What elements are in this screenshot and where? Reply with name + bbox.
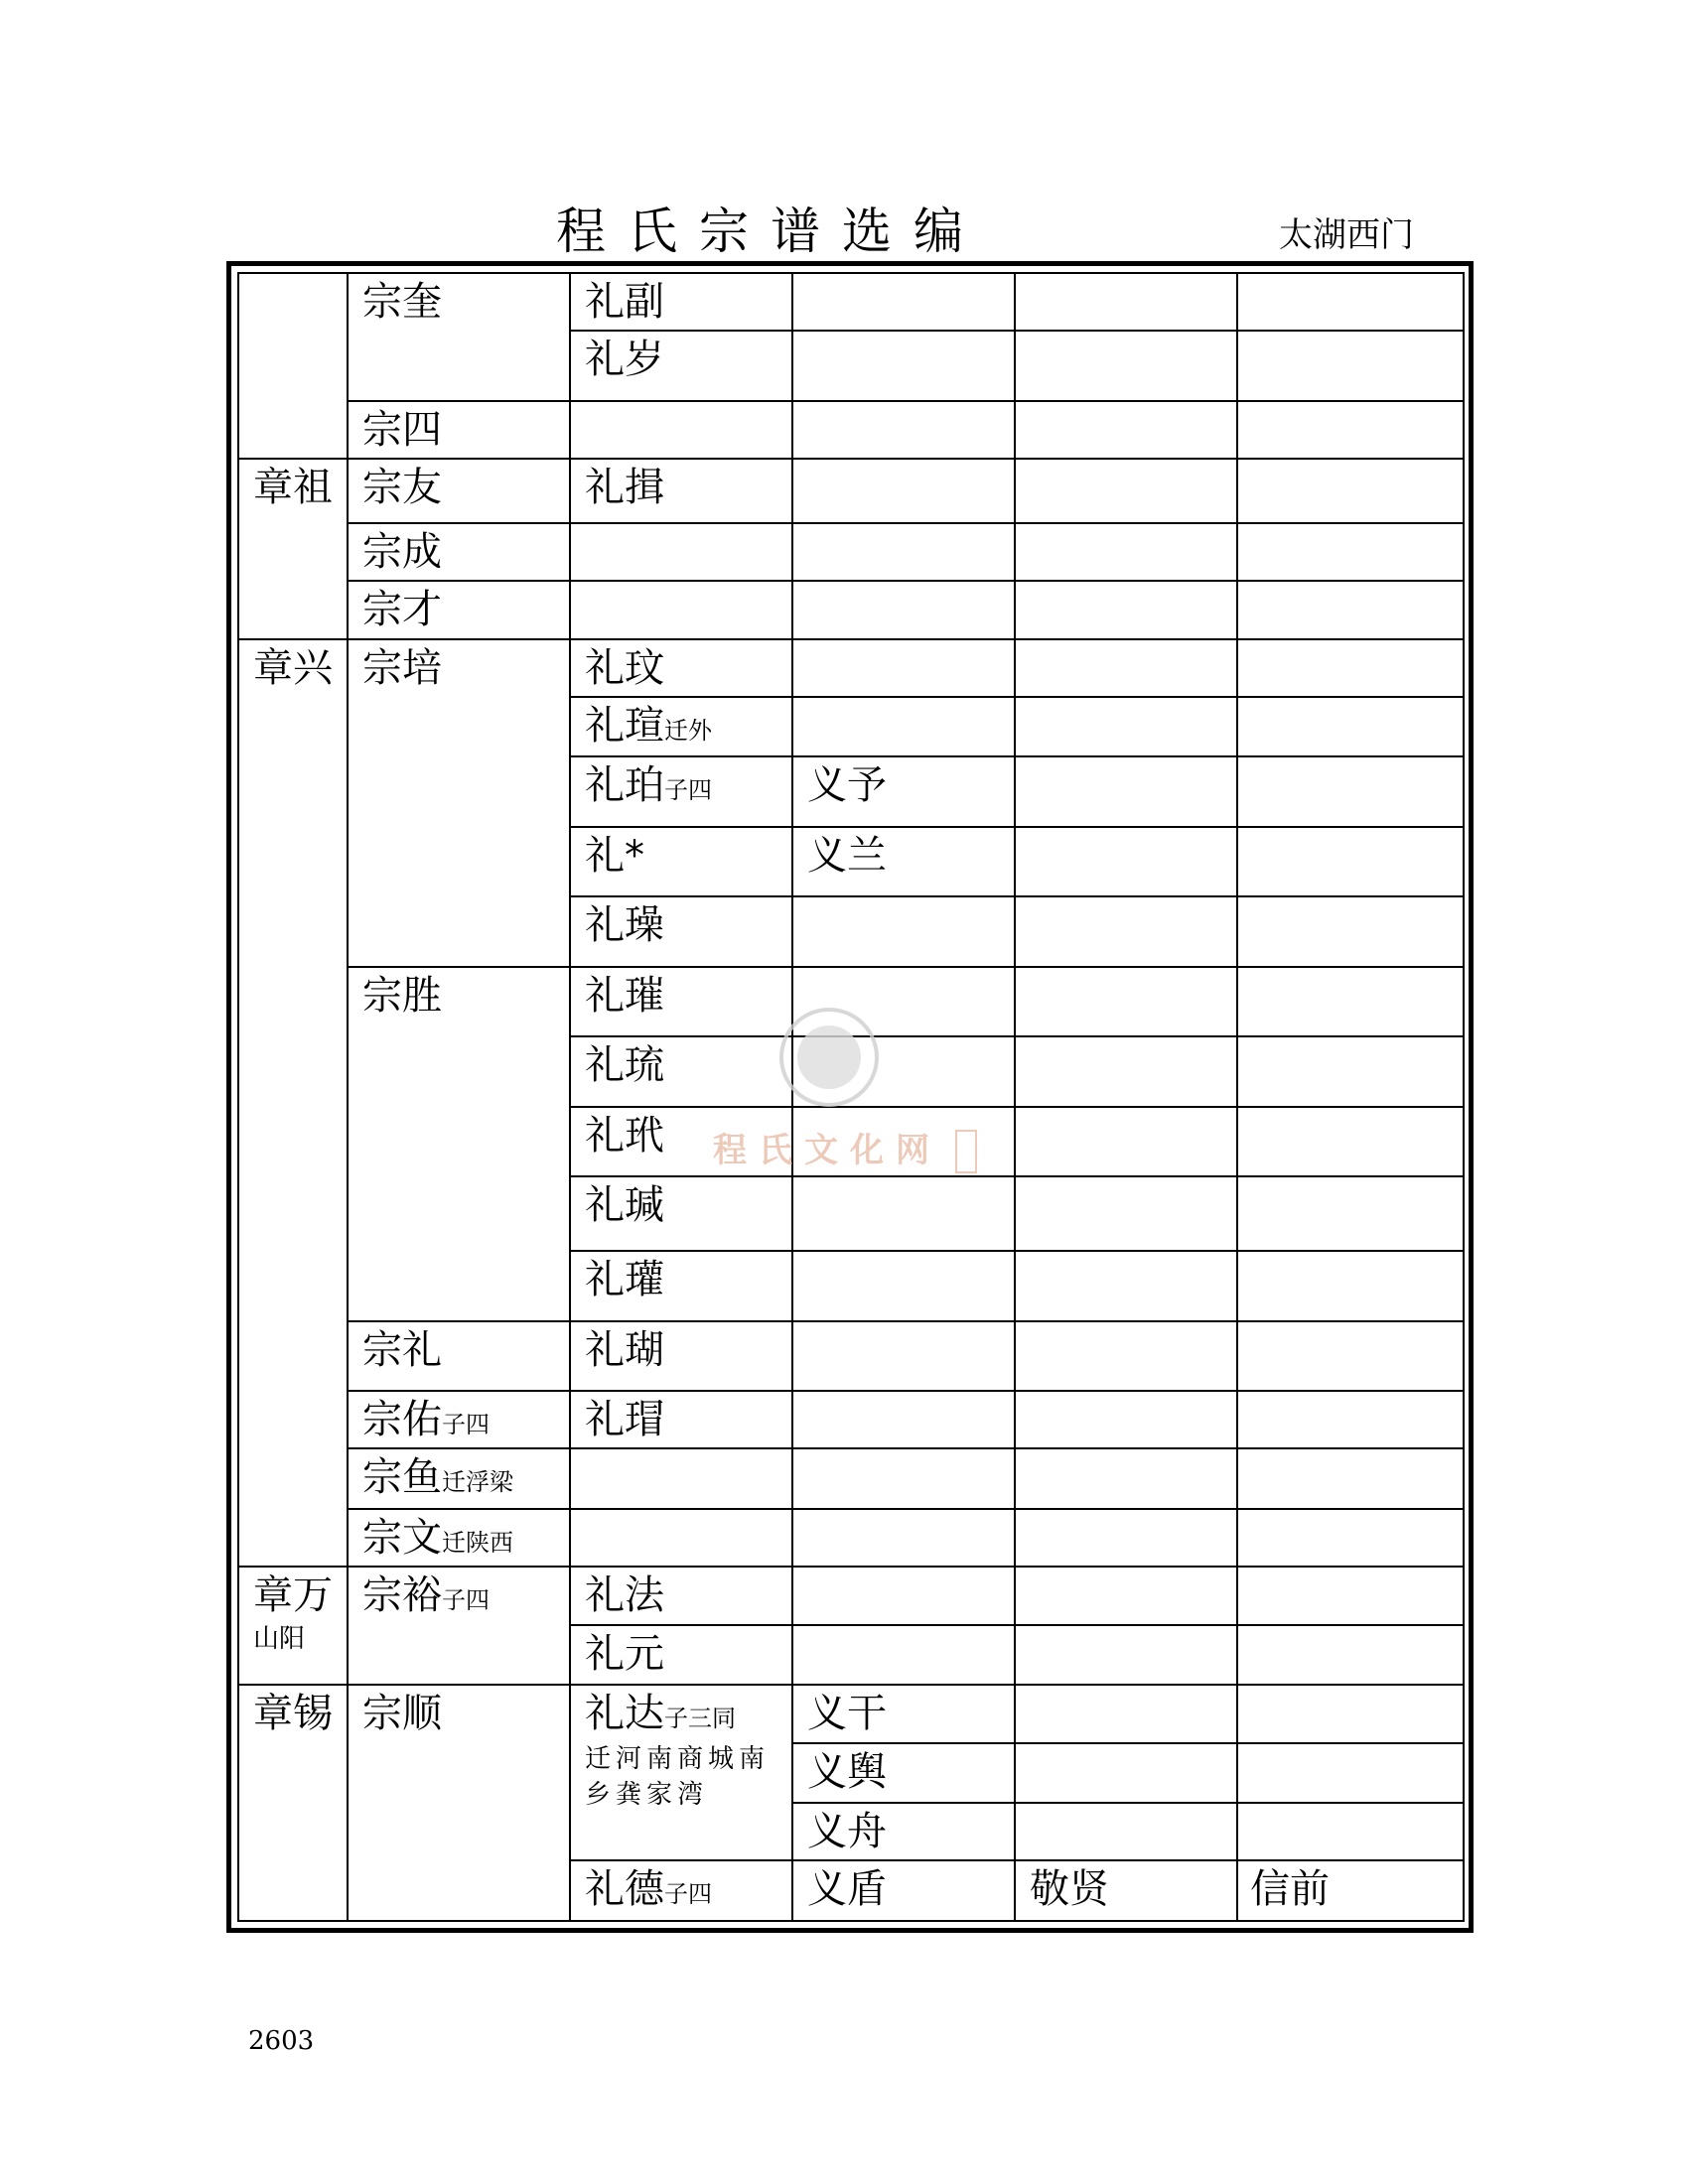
li-name: 礼岁 xyxy=(585,337,664,383)
yi-name: 义予 xyxy=(807,762,887,809)
yi-cell xyxy=(792,1860,1015,1921)
yi-cell xyxy=(792,756,1015,827)
table-row xyxy=(238,1685,1464,1742)
table-row xyxy=(238,459,1464,522)
jing-cell xyxy=(1015,1803,1237,1860)
xin-cell xyxy=(1237,1860,1464,1921)
zong-cell xyxy=(348,1567,570,1685)
jing-cell xyxy=(1015,1448,1237,1508)
jing-cell xyxy=(1015,1509,1237,1567)
yi-name: 义舆 xyxy=(807,1748,887,1795)
jing-cell xyxy=(1015,1036,1237,1107)
jing-cell xyxy=(1015,401,1237,459)
jing-cell xyxy=(1015,827,1237,897)
jing-cell xyxy=(1015,581,1237,638)
xin-cell xyxy=(1237,697,1464,756)
li-cell xyxy=(570,273,792,331)
li-name: 礼德 xyxy=(585,1866,664,1913)
zhang-name: 章万 xyxy=(253,1572,333,1619)
zong-name: 宗顺 xyxy=(362,1691,442,1737)
zong-cell xyxy=(348,1685,570,1921)
li-name: 礼玳 xyxy=(585,1112,664,1159)
zhang-note: 山阳 xyxy=(253,1624,306,1655)
xin-cell xyxy=(1237,1391,1464,1448)
jing-cell xyxy=(1015,756,1237,827)
yi-cell xyxy=(792,459,1015,522)
jing-cell xyxy=(1015,1251,1237,1321)
yi-cell xyxy=(792,1251,1015,1321)
li-cell xyxy=(570,967,792,1037)
li-name: 礼珀 xyxy=(585,762,664,809)
zhang-cell-empty xyxy=(238,273,348,459)
li-note: 迁外 xyxy=(664,717,712,746)
yi-cell xyxy=(792,1685,1015,1742)
yi-name: 义盾 xyxy=(807,1866,887,1913)
xin-cell xyxy=(1237,1625,1464,1685)
jing-cell xyxy=(1015,273,1237,331)
xin-cell xyxy=(1237,756,1464,827)
zong-name: 宗鱼 xyxy=(362,1454,442,1501)
zong-cell xyxy=(348,1509,570,1567)
li-name: 礼玟 xyxy=(585,644,664,691)
li-cell xyxy=(570,756,792,827)
li-name: 礼元 xyxy=(585,1630,664,1677)
zong-note: 迁陕西 xyxy=(442,1528,513,1557)
yi-cell xyxy=(792,896,1015,967)
page-title: 程氏宗谱选编 xyxy=(556,203,985,260)
zong-cell xyxy=(348,1448,570,1508)
jing-cell xyxy=(1015,967,1237,1037)
page-number: 2603 xyxy=(248,2026,315,2056)
li-cell xyxy=(570,1567,792,1624)
xin-cell xyxy=(1237,639,1464,697)
zong-cell xyxy=(348,401,570,459)
table-row xyxy=(238,1509,1464,1567)
zong-cell xyxy=(348,639,570,967)
zong-cell xyxy=(348,273,570,401)
zhang-cell xyxy=(238,639,348,1568)
li-cell xyxy=(570,401,792,459)
xin-cell xyxy=(1237,1743,1464,1803)
table-row xyxy=(238,523,1464,581)
page-subtitle: 太湖西门 xyxy=(1279,215,1414,255)
xin-cell xyxy=(1237,1036,1464,1107)
li-cell xyxy=(570,1321,792,1392)
jing-cell xyxy=(1015,1625,1237,1685)
li-cell xyxy=(570,581,792,638)
li-cell xyxy=(570,1860,792,1921)
xin-cell xyxy=(1237,827,1464,897)
yi-cell xyxy=(792,1509,1015,1567)
yi-cell xyxy=(792,1176,1015,1251)
zong-note: 迁浮梁 xyxy=(442,1468,513,1497)
table-row xyxy=(238,273,1464,331)
li-note: 子三同 xyxy=(664,1705,736,1733)
zong-cell xyxy=(348,459,570,522)
li-address: 迁河南商城南乡龚家湾 xyxy=(585,1744,771,1811)
zong-cell xyxy=(348,1391,570,1448)
zhang-name: 章祖 xyxy=(253,465,333,511)
jing-cell xyxy=(1015,1743,1237,1803)
jing-cell xyxy=(1015,1176,1237,1251)
table-row xyxy=(238,1448,1464,1508)
xin-cell xyxy=(1237,1685,1464,1742)
watermark-stamp-icon xyxy=(955,1130,977,1173)
li-cell xyxy=(570,1036,792,1107)
yi-name: 义兰 xyxy=(807,832,887,879)
zhang-cell xyxy=(238,459,348,638)
yi-cell xyxy=(792,697,1015,756)
zong-name: 宗礼 xyxy=(362,1326,442,1373)
zong-note: 子四 xyxy=(442,1411,490,1439)
li-name: 礼瑁 xyxy=(585,1397,664,1443)
xin-cell xyxy=(1237,1107,1464,1177)
zong-name: 宗成 xyxy=(362,528,442,575)
xin-cell xyxy=(1237,967,1464,1037)
watermark-text: 程氏文化网 xyxy=(713,1131,941,1170)
xin-cell xyxy=(1237,1567,1464,1624)
zong-name: 宗文 xyxy=(362,1514,442,1561)
li-name: 礼* xyxy=(585,832,644,879)
yi-cell xyxy=(792,1321,1015,1392)
xin-cell xyxy=(1237,1251,1464,1321)
jing-name: 敬贤 xyxy=(1030,1866,1109,1913)
li-name: 礼揖 xyxy=(585,465,664,511)
yi-cell xyxy=(792,639,1015,697)
li-cell xyxy=(570,697,792,756)
yi-cell xyxy=(792,1567,1015,1624)
li-name: 礼瑊 xyxy=(585,1182,664,1229)
yi-cell xyxy=(792,1625,1015,1685)
zong-cell xyxy=(348,581,570,638)
jing-cell xyxy=(1015,331,1237,401)
li-cell xyxy=(570,523,792,581)
zong-name: 宗四 xyxy=(362,406,442,453)
li-name: 礼瑚 xyxy=(585,1326,664,1373)
li-cell xyxy=(570,1685,792,1860)
xin-cell xyxy=(1237,331,1464,401)
yi-cell xyxy=(792,1391,1015,1448)
yi-cell xyxy=(792,523,1015,581)
li-cell xyxy=(570,1509,792,1567)
yi-cell xyxy=(792,273,1015,331)
yi-cell xyxy=(792,581,1015,638)
yi-cell xyxy=(792,331,1015,401)
li-name: 礼达 xyxy=(585,1691,664,1737)
yi-cell xyxy=(792,1743,1015,1803)
zong-name: 宗胜 xyxy=(362,972,442,1019)
jing-cell xyxy=(1015,697,1237,756)
yi-name: 义干 xyxy=(807,1691,887,1737)
li-cell xyxy=(570,1391,792,1448)
jing-cell xyxy=(1015,1107,1237,1177)
watermark-seal-icon xyxy=(779,1008,879,1107)
yi-cell xyxy=(792,401,1015,459)
yi-cell xyxy=(792,827,1015,897)
zong-name: 宗才 xyxy=(362,587,442,633)
table-row xyxy=(238,1321,1464,1392)
xin-cell xyxy=(1237,1803,1464,1860)
zhang-name: 章兴 xyxy=(253,644,333,691)
li-name: 礼璪 xyxy=(585,902,664,949)
xin-cell xyxy=(1237,1509,1464,1567)
zhang-cell xyxy=(238,1567,348,1685)
xin-cell xyxy=(1237,896,1464,967)
zong-name: 宗佑 xyxy=(362,1397,442,1443)
xin-cell xyxy=(1237,1176,1464,1251)
table-row xyxy=(238,401,1464,459)
yi-cell xyxy=(792,1448,1015,1508)
zong-cell xyxy=(348,967,570,1321)
table-row xyxy=(238,581,1464,638)
zong-name: 宗奎 xyxy=(362,279,442,325)
li-name: 礼璀 xyxy=(585,972,664,1019)
xin-cell xyxy=(1237,523,1464,581)
xin-name: 信前 xyxy=(1250,1866,1330,1913)
li-cell xyxy=(570,1251,792,1321)
jing-cell xyxy=(1015,1685,1237,1742)
li-cell xyxy=(570,639,792,697)
li-note: 子四 xyxy=(664,1880,712,1909)
jing-cell xyxy=(1015,896,1237,967)
li-cell xyxy=(570,827,792,897)
li-note: 子四 xyxy=(664,776,712,805)
xin-cell xyxy=(1237,1448,1464,1508)
table-row xyxy=(238,639,1464,697)
xin-cell xyxy=(1237,459,1464,522)
jing-cell xyxy=(1015,639,1237,697)
li-cell xyxy=(570,459,792,522)
zong-name: 宗培 xyxy=(362,644,442,691)
jing-cell xyxy=(1015,1567,1237,1624)
li-name: 礼瑄 xyxy=(585,703,664,750)
li-name: 礼法 xyxy=(585,1572,664,1619)
li-name: 礼琉 xyxy=(585,1042,664,1089)
li-cell xyxy=(570,1625,792,1685)
zong-name: 宗裕 xyxy=(362,1572,442,1619)
zong-cell xyxy=(348,1321,570,1392)
zong-cell xyxy=(348,523,570,581)
table-row xyxy=(238,1391,1464,1448)
jing-cell xyxy=(1015,1860,1237,1921)
yi-cell xyxy=(792,1803,1015,1860)
li-cell xyxy=(570,331,792,401)
xin-cell xyxy=(1237,1321,1464,1392)
xin-cell xyxy=(1237,401,1464,459)
li-cell xyxy=(570,1448,792,1508)
jing-cell xyxy=(1015,1391,1237,1448)
xin-cell xyxy=(1237,581,1464,638)
li-cell xyxy=(570,896,792,967)
li-name: 礼瓘 xyxy=(585,1257,664,1303)
jing-cell xyxy=(1015,523,1237,581)
zong-name: 宗友 xyxy=(362,465,442,511)
li-name: 礼副 xyxy=(585,279,664,325)
zhang-cell xyxy=(238,1685,348,1921)
zong-note: 子四 xyxy=(442,1586,490,1615)
table-row xyxy=(238,1567,1464,1624)
zhang-name: 章锡 xyxy=(253,1691,333,1737)
xin-cell xyxy=(1237,273,1464,331)
li-cell xyxy=(570,1176,792,1251)
jing-cell xyxy=(1015,1321,1237,1392)
jing-cell xyxy=(1015,459,1237,522)
yi-name: 义舟 xyxy=(807,1808,887,1854)
